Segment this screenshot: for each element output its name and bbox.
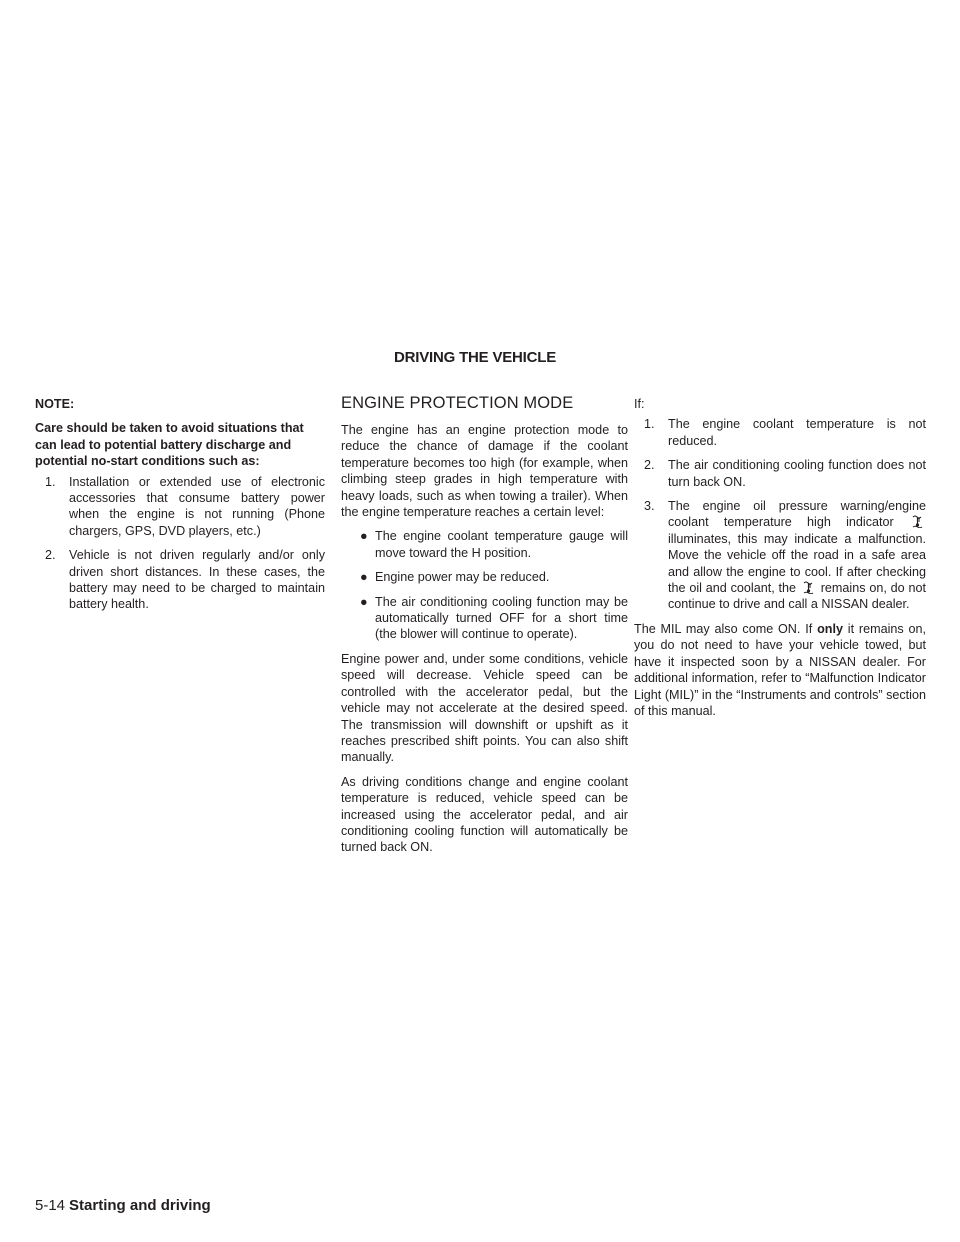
oil-coolant-indicator-icon [911, 514, 924, 528]
caution-text: Care should be taken to avoid situations that can lead to potential battery discharge and potential no-start conditions such as: [35, 421, 304, 469]
cooling-paragraph: As driving conditions change and engine coolant temperature is reduced, vehicle speed can be increased using the accelerator pedal, and air conditioning cooling function will automatically be turned back ON. [341, 774, 628, 855]
page-footer [35, 1197, 211, 1214]
bullet-icon: ● [360, 594, 368, 609]
list-item [35, 474, 325, 540]
right-column [634, 396, 926, 727]
bullet-icon: ● [360, 570, 368, 585]
mil-text-b: it remains on, you do not need to have your vehicle towed, but have it inspected soon by a NISSAN dealer. For additional information, refer to “Malfunction Indicator Light (MIL)” in the “Instruments and controls” section of this manual. [634, 621, 927, 718]
list-text: The engine coolant temperature is not reduced. [668, 417, 926, 448]
chapter-title: Starting and driving [69, 1197, 211, 1214]
page-number: 5-14 [35, 1197, 66, 1214]
bullet-item [341, 594, 628, 643]
mil-paragraph [634, 621, 926, 719]
list-number: 3. [644, 499, 655, 514]
list-item [634, 416, 926, 449]
list-number: 2. [45, 548, 56, 563]
list-text-a: The engine oil pressure warning/engine coolant temperature high indicator [668, 499, 926, 530]
speed-paragraph: Engine power and, under some conditions, vehicle speed will decrease. Vehicle speed can be controlled with the accelerator pedal, but the vehicle may not accelerate at the desired speed. The transmission will downshift or upshift as it reaches prescribed shift points. You can also shift manually. [341, 651, 628, 765]
list-item [35, 547, 325, 613]
mil-text-a: The MIL may also come ON. If [634, 621, 813, 636]
bullet-text: Engine power may be reduced. [375, 570, 550, 585]
middle-column [341, 396, 628, 864]
list-text: Vehicle is not driven regularly and/or only driven short distances. In these cases, the battery may need to be charged to maintain battery health. [69, 548, 325, 612]
oil-coolant-indicator-icon [802, 580, 815, 594]
note-label: NOTE: [35, 397, 75, 411]
list-text-b: illuminates, this may indicate a malfunction. Move the vehicle off the road in a safe area and allow the engine to cool. If after checking the oil and coolant, the [668, 531, 926, 596]
list-text-c: remains on, do not continue to drive and call a NISSAN dealer. [668, 581, 926, 612]
mil-bold: only [817, 621, 843, 636]
engine-protection-heading: ENGINE PROTECTION MODE [341, 394, 574, 412]
list-item [634, 457, 926, 490]
intro-paragraph: The engine has an engine protection mode to reduce the chance of damage if the coolant temperature becomes too high (for example, when climbing steep grades in high temperature with heavy loads, such as when towing a trailer). When the engine temperature reaches a certain level: [341, 423, 628, 520]
list-number: 1. [644, 417, 655, 432]
if-label: If: [634, 397, 645, 411]
bullet-text: The air conditioning cooling function may be automatically turned OFF for a short time (the blower will continue to operate). [375, 594, 628, 642]
left-column [35, 396, 325, 621]
bullet-item [341, 528, 628, 561]
section-title: DRIVING THE VEHICLE [394, 349, 557, 366]
list-item [634, 498, 926, 613]
list-text: Installation or extended use of electronic accessories that consume battery power when the engine is not running (Phone chargers, GPS, DVD players, etc.) [69, 474, 325, 538]
bullet-text: The engine coolant temperature gauge will move toward the H position. [375, 529, 628, 560]
list-text: The air conditioning cooling function does not turn back ON. [668, 458, 926, 489]
list-number: 1. [45, 474, 56, 489]
bullet-item [341, 569, 628, 585]
list-number: 2. [644, 458, 655, 473]
bullet-icon: ● [360, 529, 368, 544]
